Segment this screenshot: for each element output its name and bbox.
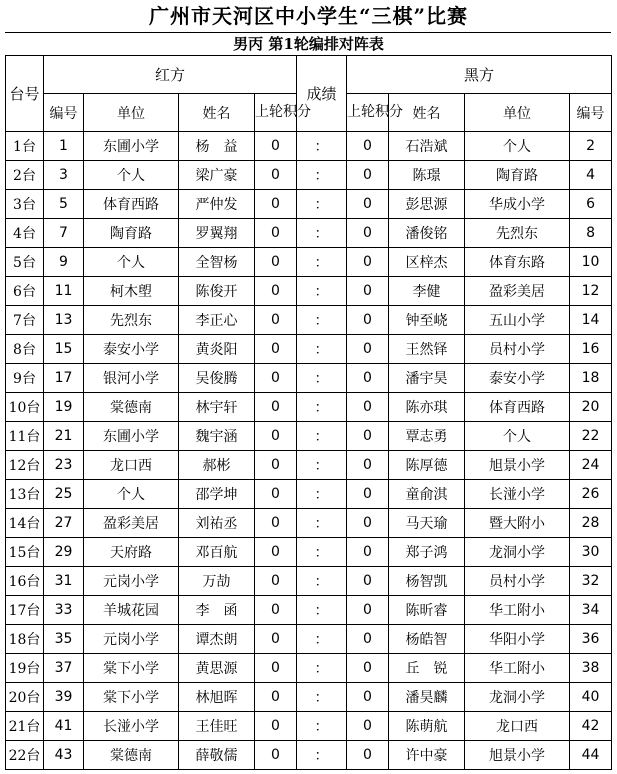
red-unit-cell: 个人 <box>84 248 179 277</box>
black-number-cell: 32 <box>570 567 612 596</box>
black-number-cell: 16 <box>570 335 612 364</box>
black-number-cell: 36 <box>570 625 612 654</box>
black-prev-score-cell: 0 <box>347 393 389 422</box>
black-number-cell: 22 <box>570 422 612 451</box>
header-black-prev-score: 上轮积分 <box>347 94 389 132</box>
table-row <box>6 741 612 770</box>
black-name-cell: 丘 锐 <box>389 654 465 683</box>
red-unit-cell: 长湴小学 <box>84 712 179 741</box>
black-prev-score-cell: 0 <box>347 654 389 683</box>
red-prev-score-cell: 0 <box>255 277 297 306</box>
red-name-cell: 邵学坤 <box>179 480 255 509</box>
red-unit-cell: 个人 <box>84 161 179 190</box>
black-prev-score-cell: 0 <box>347 625 389 654</box>
black-name-cell: 郑子鸿 <box>389 538 465 567</box>
red-prev-score-cell: 0 <box>255 625 297 654</box>
result-cell: ： <box>297 451 347 480</box>
header-black-name: 姓名 <box>389 94 465 132</box>
red-unit-cell: 泰安小学 <box>84 335 179 364</box>
table-row <box>6 451 612 480</box>
black-prev-score-cell: 0 <box>347 567 389 596</box>
red-unit-cell: 东圃小学 <box>84 422 179 451</box>
red-number-cell: 37 <box>44 654 84 683</box>
black-unit-cell: 泰安小学 <box>465 364 570 393</box>
result-cell: ： <box>297 741 347 770</box>
red-prev-score-cell: 0 <box>255 393 297 422</box>
red-prev-score-cell: 0 <box>255 683 297 712</box>
black-number-cell: 40 <box>570 683 612 712</box>
black-name-cell: 彭思源 <box>389 190 465 219</box>
red-name-cell: 林宇轩 <box>179 393 255 422</box>
red-unit-cell: 先烈东 <box>84 306 179 335</box>
result-cell: ： <box>297 538 347 567</box>
pairing-table-body <box>6 56 612 770</box>
header-black-number: 编号 <box>570 94 612 132</box>
table-row <box>6 712 612 741</box>
table-row <box>6 132 612 161</box>
red-name-cell: 梁广豪 <box>179 161 255 190</box>
red-name-cell: 杨 益 <box>179 132 255 161</box>
red-number-cell: 25 <box>44 480 84 509</box>
black-prev-score-cell: 0 <box>347 277 389 306</box>
board-cell: 12台 <box>6 451 44 480</box>
red-unit-cell: 元岗小学 <box>84 567 179 596</box>
pairing-table <box>5 55 612 770</box>
result-cell: ： <box>297 596 347 625</box>
black-prev-score-cell: 0 <box>347 161 389 190</box>
black-number-cell: 28 <box>570 509 612 538</box>
red-number-cell: 19 <box>44 393 84 422</box>
red-name-cell: 李正心 <box>179 306 255 335</box>
red-number-cell: 33 <box>44 596 84 625</box>
black-name-cell: 陈璟 <box>389 161 465 190</box>
header-red-name: 姓名 <box>179 94 255 132</box>
red-unit-cell: 东圃小学 <box>84 132 179 161</box>
black-prev-score-cell: 0 <box>347 219 389 248</box>
board-cell: 21台 <box>6 712 44 741</box>
black-number-cell: 26 <box>570 480 612 509</box>
header-red-number: 编号 <box>44 94 84 132</box>
black-unit-cell: 暨大附小 <box>465 509 570 538</box>
black-unit-cell: 盈彩美居 <box>465 277 570 306</box>
black-name-cell: 杨智凯 <box>389 567 465 596</box>
black-name-cell: 王然铎 <box>389 335 465 364</box>
black-prev-score-cell: 0 <box>347 741 389 770</box>
red-unit-cell: 棠下小学 <box>84 654 179 683</box>
board-cell: 22台 <box>6 741 44 770</box>
black-unit-cell: 旭景小学 <box>465 741 570 770</box>
result-cell: ： <box>297 712 347 741</box>
black-name-cell: 陈厚德 <box>389 451 465 480</box>
table-row <box>6 364 612 393</box>
red-name-cell: 黄炎阳 <box>179 335 255 364</box>
red-unit-cell: 陶育路 <box>84 219 179 248</box>
black-unit-cell: 华工附小 <box>465 596 570 625</box>
red-unit-cell: 体育西路 <box>84 190 179 219</box>
black-prev-score-cell: 0 <box>347 335 389 364</box>
red-name-cell: 刘祐丞 <box>179 509 255 538</box>
black-prev-score-cell: 0 <box>347 422 389 451</box>
red-number-cell: 9 <box>44 248 84 277</box>
red-number-cell: 29 <box>44 538 84 567</box>
header-red-unit: 单位 <box>84 94 179 132</box>
black-name-cell: 陈昕睿 <box>389 596 465 625</box>
red-name-cell: 李 函 <box>179 596 255 625</box>
black-number-cell: 8 <box>570 219 612 248</box>
board-cell: 17台 <box>6 596 44 625</box>
red-name-cell: 薛敬儒 <box>179 741 255 770</box>
board-cell: 13台 <box>6 480 44 509</box>
table-row <box>6 190 612 219</box>
board-cell: 11台 <box>6 422 44 451</box>
black-prev-score-cell: 0 <box>347 683 389 712</box>
black-unit-cell: 个人 <box>465 132 570 161</box>
black-number-cell: 10 <box>570 248 612 277</box>
red-prev-score-cell: 0 <box>255 190 297 219</box>
black-number-cell: 42 <box>570 712 612 741</box>
red-prev-score-cell: 0 <box>255 712 297 741</box>
black-name-cell: 石浩斌 <box>389 132 465 161</box>
red-number-cell: 35 <box>44 625 84 654</box>
table-row <box>6 335 612 364</box>
table-row <box>6 567 612 596</box>
black-number-cell: 18 <box>570 364 612 393</box>
header-result: 成绩 <box>297 56 347 132</box>
table-row <box>6 683 612 712</box>
red-prev-score-cell: 0 <box>255 248 297 277</box>
table-row <box>6 509 612 538</box>
black-number-cell: 24 <box>570 451 612 480</box>
black-number-cell: 14 <box>570 306 612 335</box>
red-name-cell: 严仲发 <box>179 190 255 219</box>
result-cell: ： <box>297 248 347 277</box>
red-number-cell: 41 <box>44 712 84 741</box>
board-cell: 6台 <box>6 277 44 306</box>
result-cell: ： <box>297 364 347 393</box>
table-row <box>6 480 612 509</box>
result-cell: ： <box>297 219 347 248</box>
board-cell: 14台 <box>6 509 44 538</box>
black-unit-cell: 华成小学 <box>465 190 570 219</box>
black-prev-score-cell: 0 <box>347 596 389 625</box>
black-number-cell: 12 <box>570 277 612 306</box>
red-prev-score-cell: 0 <box>255 538 297 567</box>
black-name-cell: 潘宇昊 <box>389 364 465 393</box>
red-name-cell: 全智杨 <box>179 248 255 277</box>
red-name-cell: 谭杰朗 <box>179 625 255 654</box>
red-name-cell: 郝彬 <box>179 451 255 480</box>
red-number-cell: 31 <box>44 567 84 596</box>
red-number-cell: 11 <box>44 277 84 306</box>
red-prev-score-cell: 0 <box>255 480 297 509</box>
red-name-cell: 罗翼翔 <box>179 219 255 248</box>
result-cell: ： <box>297 335 347 364</box>
black-unit-cell: 体育西路 <box>465 393 570 422</box>
black-unit-cell: 龙口西 <box>465 712 570 741</box>
board-cell: 4台 <box>6 219 44 248</box>
red-prev-score-cell: 0 <box>255 364 297 393</box>
board-cell: 16台 <box>6 567 44 596</box>
result-cell: ： <box>297 277 347 306</box>
black-name-cell: 李健 <box>389 277 465 306</box>
red-unit-cell: 盈彩美居 <box>84 509 179 538</box>
red-prev-score-cell: 0 <box>255 335 297 364</box>
table-row <box>6 422 612 451</box>
header-row-top <box>6 56 612 94</box>
table-row <box>6 219 612 248</box>
black-number-cell: 20 <box>570 393 612 422</box>
black-prev-score-cell: 0 <box>347 538 389 567</box>
red-unit-cell: 棠下小学 <box>84 683 179 712</box>
header-red: 红方 <box>44 56 297 94</box>
red-number-cell: 1 <box>44 132 84 161</box>
red-name-cell: 万劼 <box>179 567 255 596</box>
red-name-cell: 邓百航 <box>179 538 255 567</box>
black-prev-score-cell: 0 <box>347 306 389 335</box>
red-number-cell: 39 <box>44 683 84 712</box>
table-row <box>6 248 612 277</box>
black-prev-score-cell: 0 <box>347 712 389 741</box>
board-cell: 15台 <box>6 538 44 567</box>
black-number-cell: 6 <box>570 190 612 219</box>
header-black-unit: 单位 <box>465 94 570 132</box>
table-row <box>6 596 612 625</box>
black-prev-score-cell: 0 <box>347 248 389 277</box>
red-unit-cell: 棠德南 <box>84 393 179 422</box>
black-prev-score-cell: 0 <box>347 509 389 538</box>
red-number-cell: 3 <box>44 161 84 190</box>
header-black: 黑方 <box>347 56 612 94</box>
red-prev-score-cell: 0 <box>255 132 297 161</box>
black-number-cell: 38 <box>570 654 612 683</box>
black-unit-cell: 陶育路 <box>465 161 570 190</box>
board-cell: 5台 <box>6 248 44 277</box>
red-number-cell: 23 <box>44 451 84 480</box>
black-unit-cell: 员村小学 <box>465 335 570 364</box>
black-name-cell: 许中豪 <box>389 741 465 770</box>
black-unit-cell: 五山小学 <box>465 306 570 335</box>
black-unit-cell: 旭景小学 <box>465 451 570 480</box>
result-cell: ： <box>297 654 347 683</box>
black-number-cell: 30 <box>570 538 612 567</box>
board-cell: 7台 <box>6 306 44 335</box>
board-cell: 10台 <box>6 393 44 422</box>
red-prev-score-cell: 0 <box>255 422 297 451</box>
result-cell: ： <box>297 567 347 596</box>
black-prev-score-cell: 0 <box>347 132 389 161</box>
black-name-cell: 陈亦琪 <box>389 393 465 422</box>
red-unit-cell: 个人 <box>84 480 179 509</box>
table-row <box>6 306 612 335</box>
black-name-cell: 覃志勇 <box>389 422 465 451</box>
black-unit-cell: 先烈东 <box>465 219 570 248</box>
result-cell: ： <box>297 306 347 335</box>
red-unit-cell: 天府路 <box>84 538 179 567</box>
black-name-cell: 童俞淇 <box>389 480 465 509</box>
red-unit-cell: 羊城花园 <box>84 596 179 625</box>
board-cell: 9台 <box>6 364 44 393</box>
red-number-cell: 15 <box>44 335 84 364</box>
board-cell: 20台 <box>6 683 44 712</box>
red-prev-score-cell: 0 <box>255 451 297 480</box>
black-prev-score-cell: 0 <box>347 190 389 219</box>
black-unit-cell: 龙洞小学 <box>465 538 570 567</box>
red-name-cell: 王佳旺 <box>179 712 255 741</box>
black-name-cell: 杨皓智 <box>389 625 465 654</box>
red-number-cell: 5 <box>44 190 84 219</box>
black-name-cell: 钟至峣 <box>389 306 465 335</box>
red-prev-score-cell: 0 <box>255 567 297 596</box>
black-name-cell: 陈萌航 <box>389 712 465 741</box>
red-prev-score-cell: 0 <box>255 509 297 538</box>
black-unit-cell: 华工附小 <box>465 654 570 683</box>
black-unit-cell: 体育东路 <box>465 248 570 277</box>
red-name-cell: 林旭晖 <box>179 683 255 712</box>
red-unit-cell: 棠德南 <box>84 741 179 770</box>
black-prev-score-cell: 0 <box>347 364 389 393</box>
result-cell: ： <box>297 132 347 161</box>
black-number-cell: 2 <box>570 132 612 161</box>
result-cell: ： <box>297 190 347 219</box>
red-name-cell: 魏宇涵 <box>179 422 255 451</box>
board-cell: 8台 <box>6 335 44 364</box>
black-prev-score-cell: 0 <box>347 480 389 509</box>
table-row <box>6 393 612 422</box>
red-prev-score-cell: 0 <box>255 596 297 625</box>
red-name-cell: 黄思源 <box>179 654 255 683</box>
black-unit-cell: 长湴小学 <box>465 480 570 509</box>
page-title: 广州市天河区中小学生“三棋”比赛 <box>148 4 468 28</box>
result-cell: ： <box>297 683 347 712</box>
black-number-cell: 34 <box>570 596 612 625</box>
black-name-cell: 潘昊麟 <box>389 683 465 712</box>
black-name-cell: 马天瑜 <box>389 509 465 538</box>
black-unit-cell: 员村小学 <box>465 567 570 596</box>
board-cell: 18台 <box>6 625 44 654</box>
black-unit-cell: 个人 <box>465 422 570 451</box>
red-number-cell: 13 <box>44 306 84 335</box>
red-unit-cell: 龙口西 <box>84 451 179 480</box>
result-cell: ： <box>297 509 347 538</box>
red-unit-cell: 银河小学 <box>84 364 179 393</box>
result-cell: ： <box>297 480 347 509</box>
red-prev-score-cell: 0 <box>255 219 297 248</box>
board-cell: 2台 <box>6 161 44 190</box>
table-row <box>6 538 612 567</box>
black-number-cell: 4 <box>570 161 612 190</box>
black-number-cell: 44 <box>570 741 612 770</box>
result-cell: ： <box>297 422 347 451</box>
black-unit-cell: 龙洞小学 <box>465 683 570 712</box>
red-prev-score-cell: 0 <box>255 741 297 770</box>
table-row <box>6 654 612 683</box>
red-prev-score-cell: 0 <box>255 161 297 190</box>
black-unit-cell: 华阳小学 <box>465 625 570 654</box>
black-name-cell: 潘俊铭 <box>389 219 465 248</box>
red-number-cell: 43 <box>44 741 84 770</box>
board-cell: 3台 <box>6 190 44 219</box>
red-name-cell: 陈俊开 <box>179 277 255 306</box>
page-subtitle: 男丙 第1轮编排对阵表 <box>233 35 384 53</box>
header-red-prev-score: 上轮积分 <box>255 94 297 132</box>
red-number-cell: 21 <box>44 422 84 451</box>
table-row <box>6 625 612 654</box>
result-cell: ： <box>297 161 347 190</box>
red-number-cell: 7 <box>44 219 84 248</box>
result-cell: ： <box>297 393 347 422</box>
table-row <box>6 277 612 306</box>
black-name-cell: 区梓杰 <box>389 248 465 277</box>
board-cell: 1台 <box>6 132 44 161</box>
black-prev-score-cell: 0 <box>347 451 389 480</box>
red-number-cell: 27 <box>44 509 84 538</box>
red-unit-cell: 元岗小学 <box>84 625 179 654</box>
header-board: 台号 <box>6 56 44 132</box>
red-number-cell: 17 <box>44 364 84 393</box>
table-row <box>6 161 612 190</box>
result-cell: ： <box>297 625 347 654</box>
board-cell: 19台 <box>6 654 44 683</box>
red-unit-cell: 柯木塱 <box>84 277 179 306</box>
red-name-cell: 吴俊腾 <box>179 364 255 393</box>
red-prev-score-cell: 0 <box>255 654 297 683</box>
red-prev-score-cell: 0 <box>255 306 297 335</box>
